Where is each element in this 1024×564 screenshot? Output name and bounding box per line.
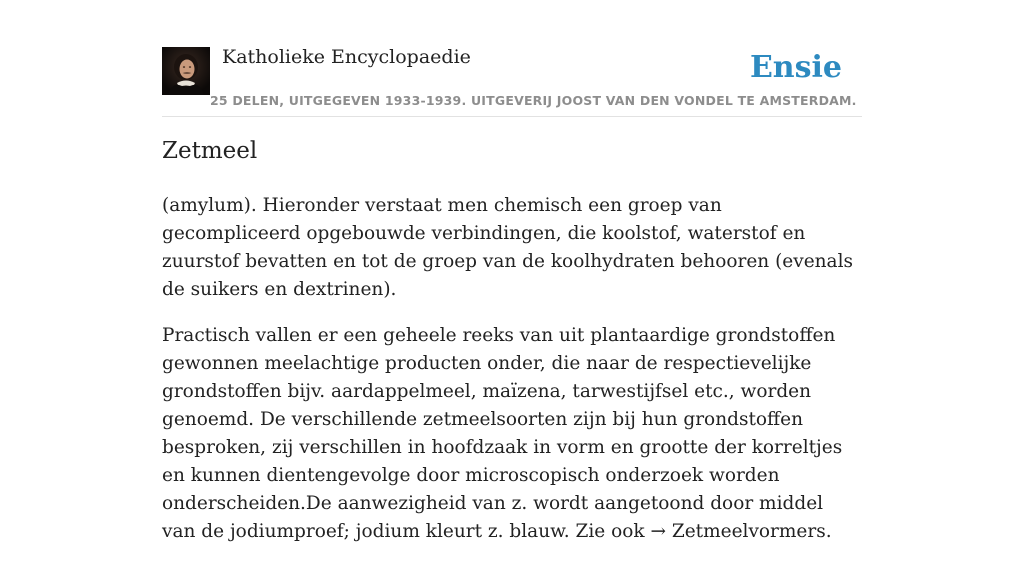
portrait-avatar[interactable] xyxy=(162,47,210,95)
entry-title: Zetmeel xyxy=(162,138,258,164)
paragraph-1: (amylum). Hieronder verstaat men chemisch een groep van gecompliceerd opgebouwde verbindingen, die koolstof, waterstof en zuurstof bevatten en tot de groep van de koolhydraten behooren (evenals de suikers en dextrinen). xyxy=(162,195,853,300)
book-title[interactable]: Katholieke Encyclopaedie xyxy=(222,46,471,68)
book-meta: 25 DELEN, UITGEGEVEN 1933-1939. UITGEVERIJ JOOST VAN DEN VONDEL TE AMSTERDAM. xyxy=(210,93,857,108)
brand-logo-link[interactable]: Ensie xyxy=(749,50,842,85)
cross-reference-link[interactable]: → Zetmeelvormers xyxy=(650,521,826,542)
entry-body xyxy=(162,192,862,564)
portrait-icon xyxy=(162,47,210,95)
paragraph-2 xyxy=(162,322,862,546)
book-header xyxy=(162,44,862,117)
paragraph-2-text: Practisch vallen er een geheele reeks van uit plantaardige grondstoffen gewonnen meelachtige producten onder, die naar de respectievelijke grondstoffen bijv. aardappelmeel, maïzena, tarwestijfsel etc., worden genoemd. De verschillende zetmeelsoorten zijn bij hun grondstoffen besproken, zij verschillen in hoofdzaak in vorm en grootte der korreltjes en kunnen dientengevolge door microscopisch onderzoek worden onderscheiden.De aanwezigheid van z. wordt aangetoond door middel van de jodiumproef; jodium kleurt z. blauw. Zie ook xyxy=(162,325,843,542)
paragraph-2-end: . xyxy=(825,521,832,542)
